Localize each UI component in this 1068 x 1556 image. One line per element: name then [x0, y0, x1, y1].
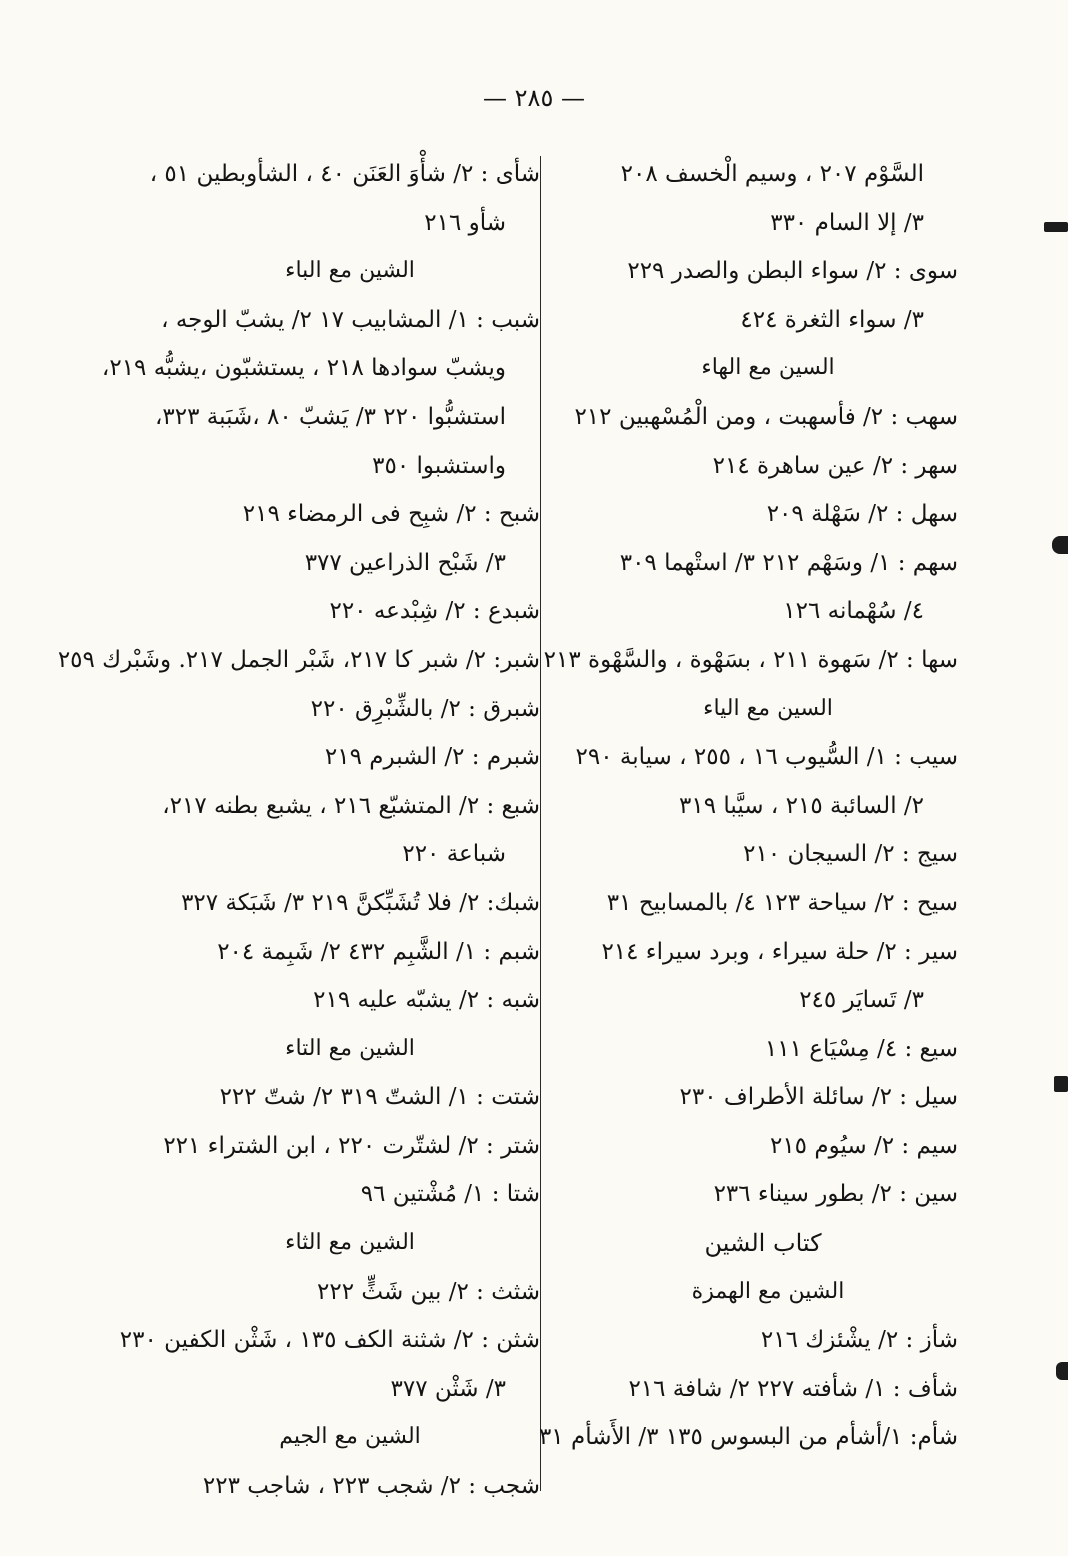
entry-continuation: واستشبوا ٣٥٠: [372, 452, 506, 479]
index-entry: شبع : ٢/ المتشبّع ٢١٦ ، يشبع بطنه ٢١٧،: [162, 792, 540, 819]
index-entry: سيم : ٢/ سيُوم ٢١٥: [769, 1132, 958, 1159]
index-entry: شبه : ٢/ يشبّه عليه ٢١٩: [313, 987, 540, 1014]
index-entry: شبر: ٢/ شبر كا ٢١٧، شَبْر الجمل ٢١٧. وشَبْرك ٢٥٩: [57, 646, 540, 673]
scan-mark: [1056, 1362, 1068, 1380]
section-heading: الشين مع التاء: [285, 1035, 415, 1061]
index-entry: سير : ٢/ حلة سيراء ، وبرد سيراء ٢١٤: [601, 938, 958, 965]
index-entry: شبرق : ٢/ بالشِّبْرِق ٢٢٠: [310, 695, 540, 722]
index-entry: شجب : ٢/ شجب ٢٢٣ ، شاجب ٢٢٣: [202, 1473, 540, 1500]
scan-mark: [1052, 536, 1068, 554]
page-number: — ٢٨٥ —: [483, 84, 585, 112]
index-entry: شأف : ١/ شأفته ٢٢٧ ٢/ شافة ٢١٦: [628, 1375, 958, 1402]
entry-continuation: استشبُّوا ٢٢٠ ٣/ يَشبّ ٨٠ ،شَبَبة ٣٢٣،: [154, 403, 506, 430]
index-entry: شبك: ٢/ فلا تُشَبِّكنَّ ٢١٩ ٣/ شَبَكة ٣٢٧: [181, 889, 540, 916]
section-heading: الشين مع الجيم: [279, 1424, 421, 1450]
entry-continuation: السَّوْم ٢٠٧ ، وسيم الْخسف ٢٠٨: [620, 161, 924, 187]
index-entry: سين : ٢/ بطور سيناء ٢٣٦: [713, 1181, 958, 1208]
index-entry: شبدع : ٢/ شِبْدعه ٢٢٠: [329, 598, 540, 625]
entry-continuation: ويشبّ سوادها ٢١٨ ، يستشبّون ،يشبُّه ٢١٩،: [101, 355, 506, 382]
section-heading: الشين مع الهمزة: [691, 1278, 845, 1304]
index-entry: شتر : ٢/ لشتّرت ٢٢٠ ، ابن الشتراء ٢٢١: [163, 1132, 540, 1159]
left-column: [57, 150, 540, 1511]
index-entry: سيج : ٢/ السيجان ٢١٠: [743, 841, 958, 868]
section-heading: الشين مع الثاء: [285, 1230, 415, 1256]
index-entry: سهم : ١/ وسَهْم ٢١٢ ٣/ استْهما ٣٠٩: [619, 549, 958, 576]
section-heading: السين مع الهاء: [701, 355, 835, 381]
index-entry: شثث : ٢/ بين شَثٍّ ٢٢٢: [317, 1278, 540, 1305]
index-entry: سهر : ٢/ عين ساهرة ٢١٤: [712, 452, 958, 479]
section-heading: الشين مع الباء: [285, 258, 415, 284]
index-entry: شبح : ٢/ شبِح فى الرمضاء ٢١٩: [242, 501, 540, 528]
entry-continuation: ٣/ شَبْح الذراعين ٣٧٧: [304, 549, 506, 576]
entry-continuation: ٣/ إلا السام ٣٣٠: [770, 209, 924, 236]
index-entry: سها : ٢/ سَهوة ٢١١ ، بسَهْوة ، والسَّهْوة ٢١٣: [543, 646, 958, 673]
index-entry: سهب : ٢/ فأسهبت ، ومن الْمُسْهبين ٢١٢: [574, 403, 958, 430]
book-title: كتاب الشين: [704, 1229, 822, 1258]
section-heading: السين مع الياء: [703, 695, 833, 721]
scan-mark: [1044, 222, 1068, 232]
entry-continuation: شأو ٢١٦: [424, 209, 506, 236]
index-entry: سيل : ٢/ سائلة الأطراف ٢٣٠: [679, 1084, 958, 1111]
index-entry: شبرم : ٢/ الشبرم ٢١٩: [324, 744, 540, 771]
index-entry: شأز : ٢/ يشْئزك ٢١٦: [760, 1327, 958, 1354]
index-entry: شأى : ٢/ شأْوَ العَنَن ٤٠ ، الشأوبطين ٥١ ،: [149, 161, 540, 187]
index-entry: سيب : ١/ السُّيوب ١٦ ، ٢٥٥ ، سيابة ٢٩٠: [575, 744, 958, 771]
entry-continuation: شباعة ٢٢٠: [402, 841, 506, 868]
index-entry: شأم: ١/أشأم من البسوس ١٣٥ ٣/ الأَشأم ٣١: [538, 1424, 958, 1451]
index-entry: شتت : ١/ الشتّ ٣١٩ ٢/ شتّ ٢٢٢: [219, 1084, 540, 1111]
index-entry: سهل : ٢/ سَهْلة ٢٠٩: [766, 501, 958, 528]
index-entry: شبب : ١/ المشابيب ١٧ ٢/ يشبّ الوجه ،: [161, 306, 540, 333]
index-entry: سيع : ٤/ مِسْيَاع ١١١: [764, 1035, 958, 1062]
entry-continuation: ٣/ شَثْن ٣٧٧: [390, 1375, 506, 1402]
right-column: [538, 150, 958, 1462]
index-entry: شتا : ١/ مُشْتين ٩٦: [360, 1181, 540, 1208]
scan-mark: [1054, 1076, 1068, 1092]
index-entry: شبم : ١/ الشَّبِم ٤٣٢ ٢/ شَبِمة ٢٠٤: [217, 938, 540, 965]
index-entry: سيح : ٢/ سياحة ١٢٣ ٤/ بالمسابيح ٣١: [606, 889, 958, 916]
index-entry: سوى : ٢/ سواء البطن والصدر ٢٢٩: [627, 258, 958, 285]
entry-continuation: ٤/ سُهْمانه ١٢٦: [783, 598, 924, 625]
entry-continuation: ٣/ تَسايَر ٢٤٥: [799, 987, 924, 1014]
entry-continuation: ٢/ السائبة ٢١٥ ، سيَّبا ٣١٩: [679, 792, 924, 819]
entry-continuation: ٣/ سواء الثغرة ٤٢٤: [740, 306, 924, 333]
index-entry: شثن : ٢/ شثنة الكف ١٣٥ ، شَثْن الكفين ٢٣٠: [119, 1327, 540, 1354]
